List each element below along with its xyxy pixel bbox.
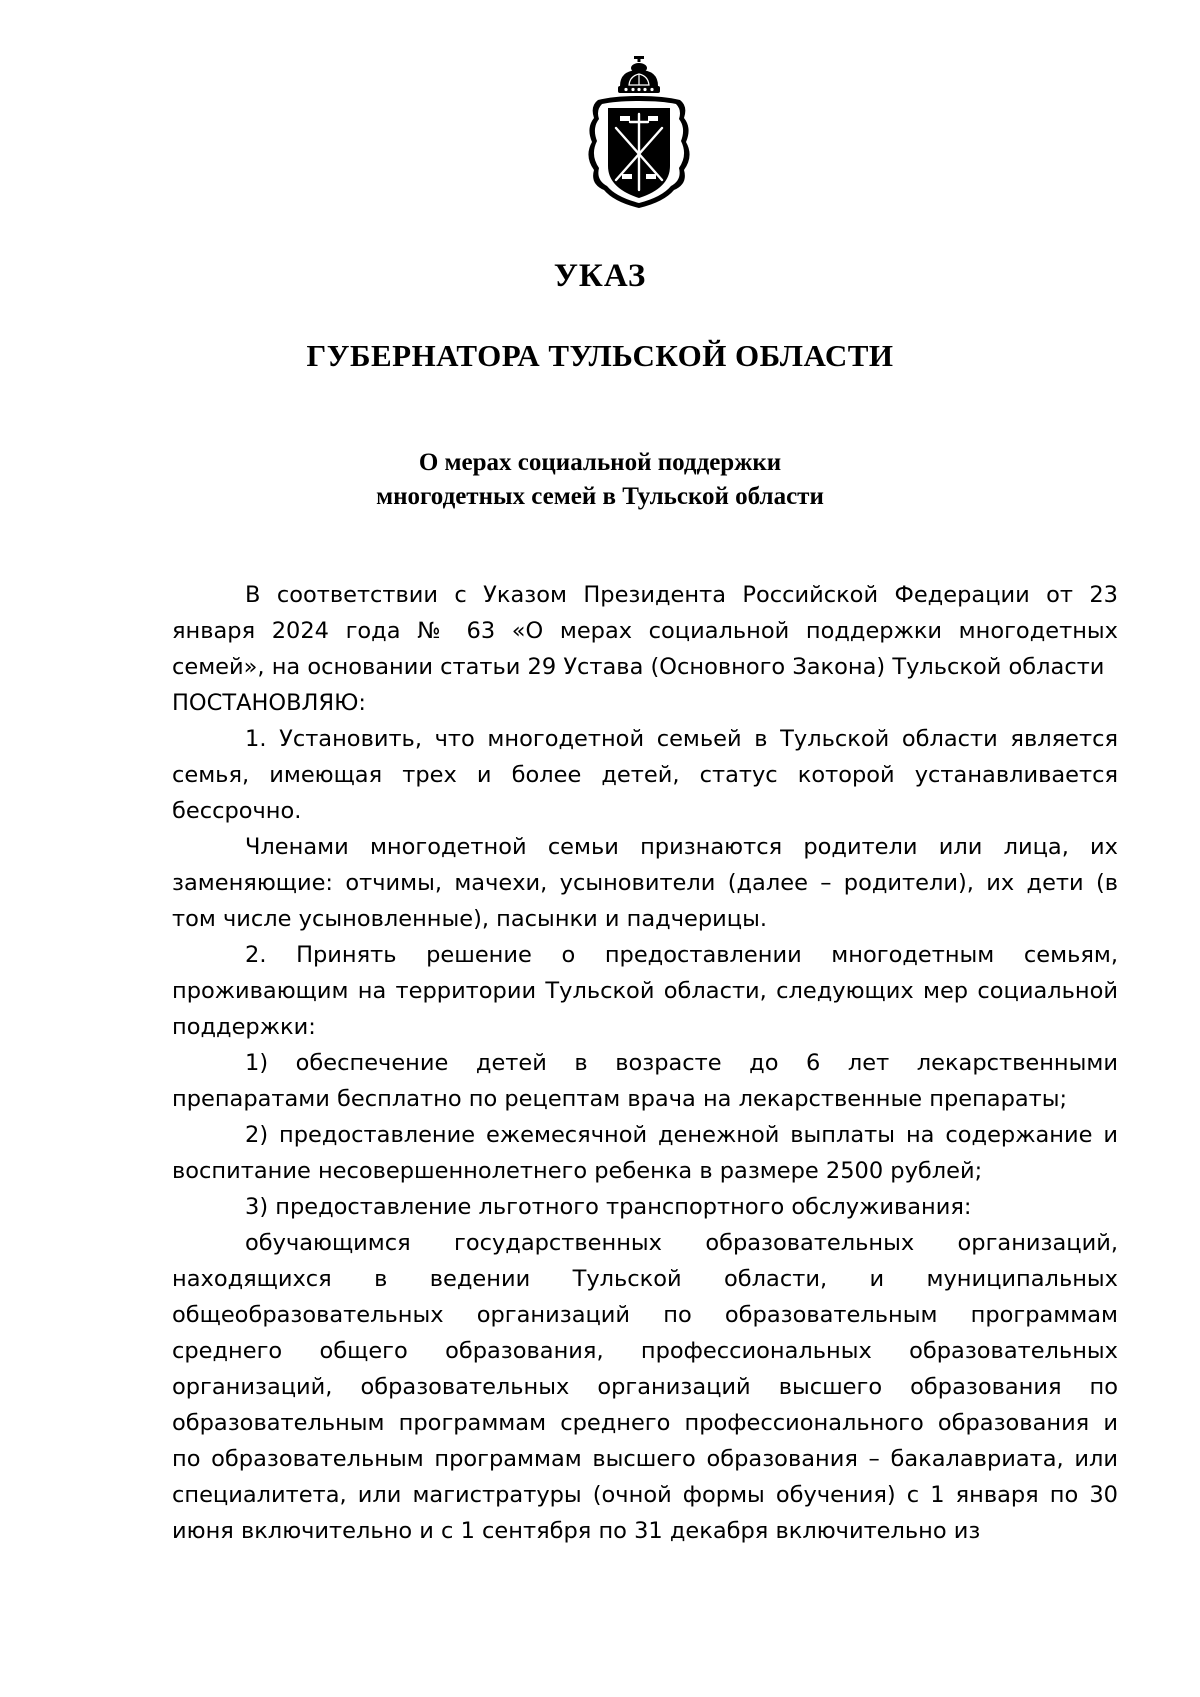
document-body <box>172 577 1118 1549</box>
paragraph-subitem-1: 1) обеспечение детей в возрасте до 6 лет лекарственными препаратами бесплатно по рецептам врача на лекарственные препараты; <box>172 1050 1118 1112</box>
document-authority: ГУБЕРНАТОРА ТУЛЬСКОЙ ОБЛАСТИ <box>306 338 894 373</box>
document-subject <box>0 446 1200 514</box>
paragraph-students: обучающимся государственных образовательных организаций, находящихся в ведении Тульской области, и муниципальных общеобразовательных организаций по образовательным программам среднего общего образования, профессиональных образовательных организаций, образовательных организаций высшего образования по образовательным программам среднего профессионального образования и по образовательным программам высшего образования – бакалавриата, или специалитета, или магистратуры (очной формы обучения) с 1 января по 30 июня включительно и с 1 сентября по 31 декабря включительно из <box>172 1230 1118 1544</box>
subject-line-2: многодетных семей в Тульской области <box>376 483 824 510</box>
paragraph-subitem-3: 3) предоставление льготного транспортного обслуживания: <box>245 1194 972 1220</box>
tula-coat-of-arms-icon <box>584 56 694 212</box>
document-title: УКАЗ <box>553 258 647 294</box>
paragraph-decree-word: ПОСТАНОВЛЯЮ: <box>172 690 366 716</box>
paragraph-preamble: В соответствии с Указом Президента Российской Федерации от 23 января 2024 года № 63 «О мерах социальной поддержки многодетных семей», на основании статьи 29 Устава (Основного Закона) Тульской области <box>172 582 1118 680</box>
paragraph-family-members: Членами многодетной семьи признаются родители или лица, их заменяющие: отчимы, мачехи, усыновители (далее – родители), их дети (в том числе усыновленные), пасынки и падчерицы. <box>172 834 1118 932</box>
paragraph-subitem-2: 2) предоставление ежемесячной денежной выплаты на содержание и воспитание несовершеннолетнего ребенка в размере 2500 рублей; <box>172 1122 1118 1184</box>
paragraph-item-1: 1. Установить, что многодетной семьей в Тульской области является семья, имеющая трех и более детей, статус которой устанавливается бессрочно. <box>172 726 1118 824</box>
subject-line-1: О мерах социальной поддержки <box>418 449 782 476</box>
paragraph-item-2: 2. Принять решение о предоставлении многодетным семьям, проживающим на территории Тульской области, следующих мер социальной поддержки: <box>172 942 1118 1040</box>
